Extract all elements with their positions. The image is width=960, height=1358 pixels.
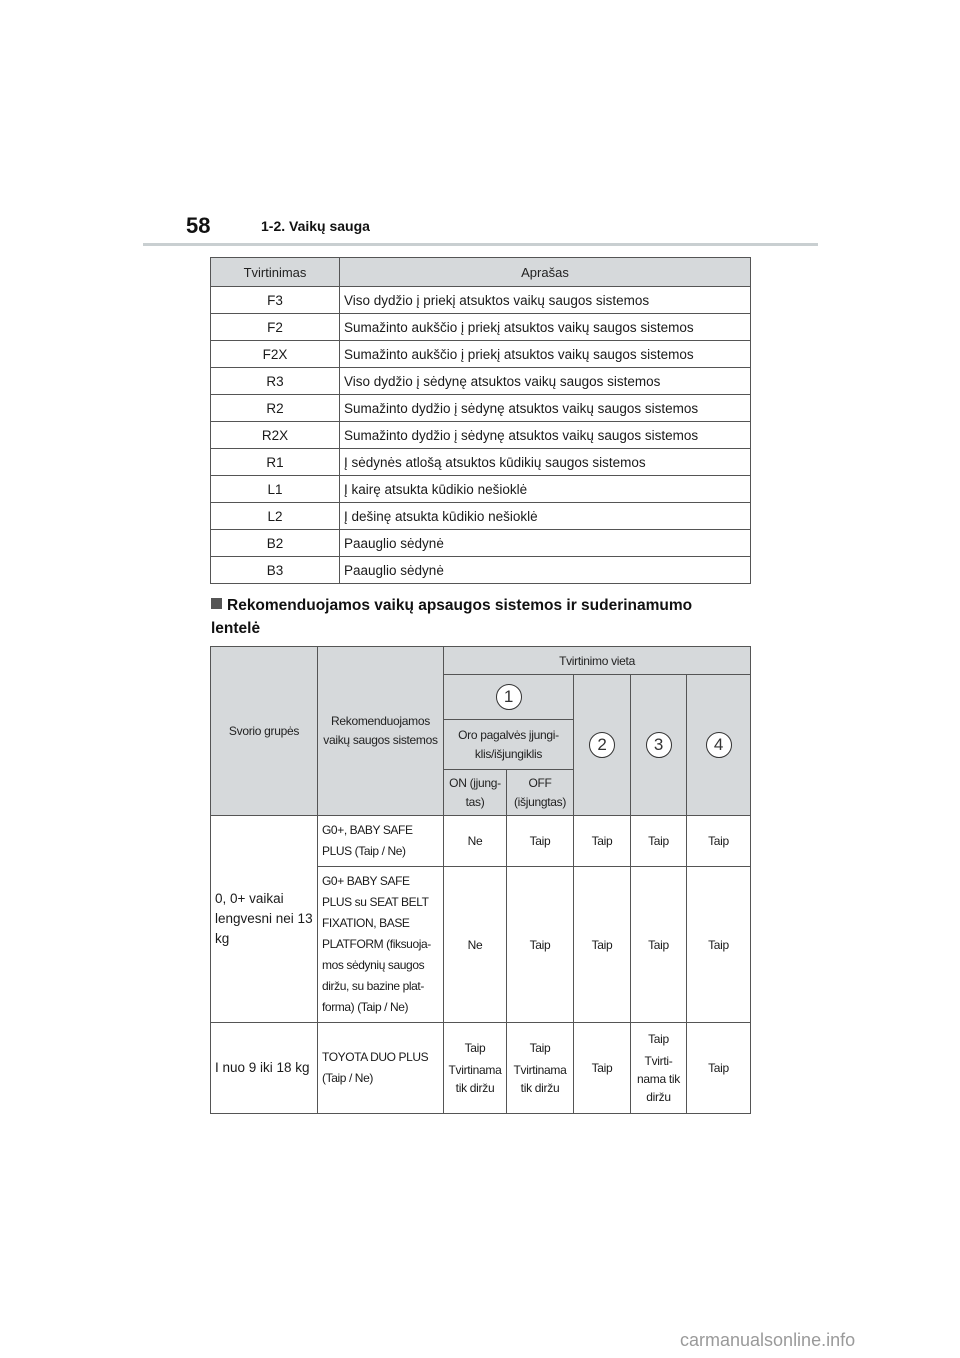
compat-cell: Taip [574, 816, 631, 867]
fixing-code: R2 [211, 395, 340, 422]
seat-number-4-icon: 4 [706, 732, 732, 758]
compat-cell: Taip [687, 816, 751, 867]
compat-cell: Taip [574, 867, 631, 1023]
fixing-code: F2 [211, 314, 340, 341]
seat-4-header [687, 675, 751, 816]
compat-cell [507, 1023, 574, 1114]
table-row [211, 816, 751, 867]
airbag-switch-header: Oro pagalvės įjungi-klis/išjungiklis [444, 720, 574, 770]
square-bullet-icon [211, 598, 222, 609]
fixing-code: L1 [211, 476, 340, 503]
compat-value: Taip [464, 1041, 486, 1055]
fixing-code: F2X [211, 341, 340, 368]
column-header: Tvirtinimas [211, 258, 340, 287]
table-row [211, 503, 751, 530]
fixing-code: R1 [211, 449, 340, 476]
fixing-location-header: Tvirtinimo vieta [444, 647, 751, 675]
fixing-code: L2 [211, 503, 340, 530]
table-row [211, 557, 751, 584]
compat-note: Tvirti-nama tik diržu [637, 1054, 680, 1104]
seat-number-2-icon: 2 [589, 732, 615, 758]
fixing-code: R3 [211, 368, 340, 395]
compat-cell: Taip [574, 1023, 631, 1114]
compat-cell: Taip [631, 816, 687, 867]
compat-cell [631, 1023, 687, 1114]
table-row [211, 287, 751, 314]
compat-cell: Taip [507, 816, 574, 867]
seat-1-header [444, 675, 574, 720]
system-name: G0+, BABY SAFE PLUS (Taip / Ne) [318, 816, 444, 867]
table-row [211, 314, 751, 341]
weight-group-cell: I nuo 9 iki 18 kg [211, 1023, 318, 1114]
table-row [211, 395, 751, 422]
compat-note: Tvirtinama tik diržu [513, 1063, 567, 1095]
header-divider [143, 243, 818, 246]
seat-2-header [574, 675, 631, 816]
fixing-description: Viso dydžio į sėdynę atsuktos vaikų saugos sistemos [340, 368, 751, 395]
fixing-description: Paauglio sėdynė [340, 557, 751, 584]
compat-cell: Taip [687, 1023, 751, 1114]
watermark: carmanualsonline.info [680, 1330, 856, 1350]
fixing-table [210, 257, 751, 584]
fixing-description: Sumažinto dydžio į sėdynę atsuktos vaikų saugos sistemos [340, 422, 751, 449]
fixing-code: F3 [211, 287, 340, 314]
recommendation-heading [211, 594, 731, 640]
airbag-off-header: OFF (išjungtas) [507, 770, 574, 816]
compat-note: Tvirtinama tik diržu [448, 1063, 502, 1095]
fixing-description: Į kairę atsukta kūdikio nešioklė [340, 476, 751, 503]
fixing-description: Į dešinę atsukta kūdikio nešioklė [340, 503, 751, 530]
recommended-systems-header: Rekomenduojamos vaikų saugos sistemos [318, 647, 444, 816]
fixing-code: B3 [211, 557, 340, 584]
table-row [211, 1023, 751, 1114]
fixing-description: Viso dydžio į priekį atsuktos vaikų saugos sistemos [340, 287, 751, 314]
fixing-description: Sumažinto aukščio į priekį atsuktos vaikų saugos sistemos [340, 314, 751, 341]
fixing-description: Sumažinto aukščio į priekį atsuktos vaikų saugos sistemos [340, 341, 751, 368]
compat-value: Taip [529, 1041, 551, 1055]
fixing-description: Sumažinto dydžio į sėdynę atsuktos vaikų saugos sistemos [340, 395, 751, 422]
table-row [211, 449, 751, 476]
compatibility-table [210, 646, 751, 1114]
weight-group-cell: 0, 0+ vaikai lengvesni nei 13 kg [211, 816, 318, 1023]
table-header-row [211, 647, 751, 675]
table-header-row [211, 258, 751, 287]
compat-cell: Ne [444, 867, 507, 1023]
compat-cell: Taip [687, 867, 751, 1023]
heading-line-1: Rekomenduojamos vaikų apsaugos sistemos ir suderinamumo [227, 597, 693, 614]
fixing-description: Į sėdynės atlošą atsuktos kūdikių saugos sistemos [340, 449, 751, 476]
system-name: G0+ BABY SAFE PLUS su SEAT BELT FIXATION, BASE PLATFORM (fiksuoja-mos sėdynių saugos diržu, su bazine plat-forma) (Taip / Ne) [318, 867, 444, 1023]
table-row [211, 368, 751, 395]
compat-cell [444, 1023, 507, 1114]
heading-line-2: lentelė [211, 620, 261, 637]
system-name: TOYOTA DUO PLUS (Taip / Ne) [318, 1023, 444, 1114]
fixing-code: B2 [211, 530, 340, 557]
table-row [211, 530, 751, 557]
seat-number-1-icon: 1 [496, 684, 522, 710]
column-header: Aprašas [340, 258, 751, 287]
table-row [211, 422, 751, 449]
airbag-on-header: ON (įjung-tas) [444, 770, 507, 816]
seat-number-3-icon: 3 [646, 732, 672, 758]
compat-cell: Ne [444, 816, 507, 867]
compat-cell: Taip [507, 867, 574, 1023]
page-number: 58 [186, 213, 211, 238]
fixing-code: R2X [211, 422, 340, 449]
seat-3-header [631, 675, 687, 816]
table-row [211, 476, 751, 503]
fixing-description: Paauglio sėdynė [340, 530, 751, 557]
compat-cell: Taip [631, 867, 687, 1023]
section-title: 1-2. Vaikų sauga [261, 218, 370, 234]
compat-value: Taip [648, 1032, 669, 1046]
weight-group-header: Svorio grupės [211, 647, 318, 816]
table-row [211, 341, 751, 368]
